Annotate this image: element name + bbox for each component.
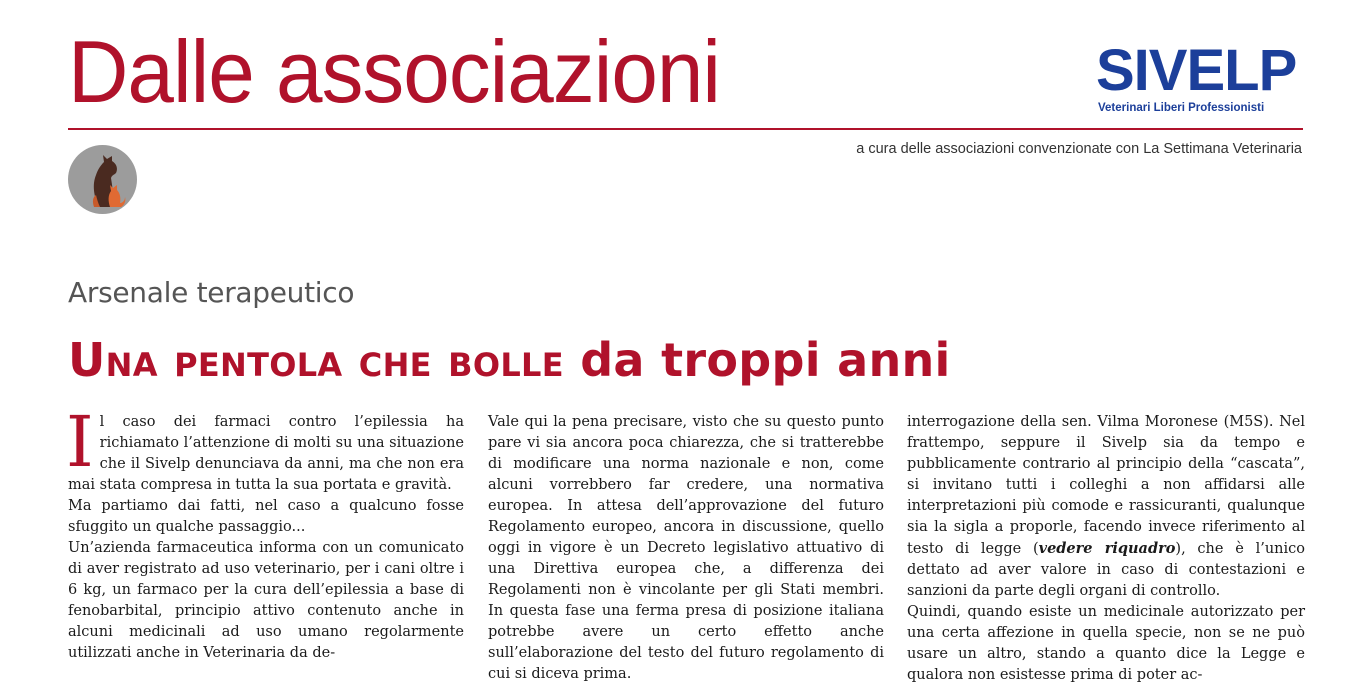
dog-cat-icon — [68, 145, 137, 214]
sivelp-logo — [1096, 40, 1302, 120]
drop-cap: I — [66, 401, 94, 483]
paragraph: Un’azienda farmaceutica informa con un comunicato di aver registrato ad uso veterinario, per i cani oltre i 6 kg, un farmaco per la cura dell’epilessia a base di fenobarbital, principio attivo contenuto anche in alcuni medicinali ad uso umano regolarmente utilizzati anche in Veterinaria da de- — [68, 540, 464, 661]
logo-wordmark: SIVELP — [1096, 38, 1297, 103]
article-kicker: Arsenale terapeutico — [68, 276, 355, 309]
text-column-2 — [488, 412, 884, 685]
paragraph: Quindi, quando esiste un medicinale autorizzato per una certa affezione in quella specie, non se ne può usare un altro, stando a quanto dice la Legge e qualora non esistesse prima di poter ac- — [907, 604, 1305, 683]
paragraph-text: l caso dei farmaci contro l’epilessia ha richiamato l’attenzione di molti su una situazione che il Sivelp denunciava da anni, ma che non era mai stata compresa in tutta la sua portata e gravità. — [68, 414, 464, 493]
article-headline — [68, 332, 951, 388]
paragraph-text: interrogazione della sen. Vilma Moronese (M5S). Nel frattempo, seppure il Sivelp sia da tempo e pubblicamente contrario al principio della “cascata”, si invitano tutti i colleghi a non affidarsi alle interpretazioni più comode e rassicuranti, qualunque sia la sigla a proporle, facendo invece riferimento al testo di legge ( — [907, 414, 1305, 557]
headline-small-caps: Una pentola che bolle — [68, 333, 564, 387]
text-column-1 — [66, 401, 464, 664]
paragraph — [907, 412, 1305, 602]
section-title: Dalle associazioni — [68, 22, 721, 121]
paragraph: Vale qui la pena precisare, visto che su questo punto pare vi sia ancora poca chiarezza, che si tratterebbe di modificare una norma nazionale e non, come alcuni vorrebbero far credere, una normativa europea. In attesa dell’approvazione del futuro Regolamento europeo, ancora in discussione, quello oggi in vigore è un Decreto legislativo attuativo di una Direttiva europea che, a differenza dei Regolamenti non è vincolante per gli Stati membri. In questa fase una ferma presa di posizione italiana potrebbe avere un certo effetto anche sull’elaborazione del testo del futuro regolamento di cui si diceva prima. — [488, 414, 884, 682]
header-divider — [68, 128, 1303, 130]
logo-tagline: Veterinari Liberi Professionisti — [1098, 102, 1265, 114]
paragraph — [66, 401, 464, 496]
section-subhead: a cura delle associazioni convenzionate con La Settimana Veterinaria — [856, 141, 1302, 157]
text-column-3 — [907, 412, 1305, 686]
paragraph: Ma partiamo dai fatti, nel caso a qualcuno fosse sfuggito un qualche passaggio... — [68, 498, 464, 535]
box-reference: vedere riquadro — [1038, 540, 1176, 557]
paragraph-text: ), che è l’unico dettato ad aver valore in caso di contestazioni e sanzioni da parte degli organi di controllo. — [907, 541, 1305, 599]
headline-tail: da troppi anni — [563, 333, 951, 387]
